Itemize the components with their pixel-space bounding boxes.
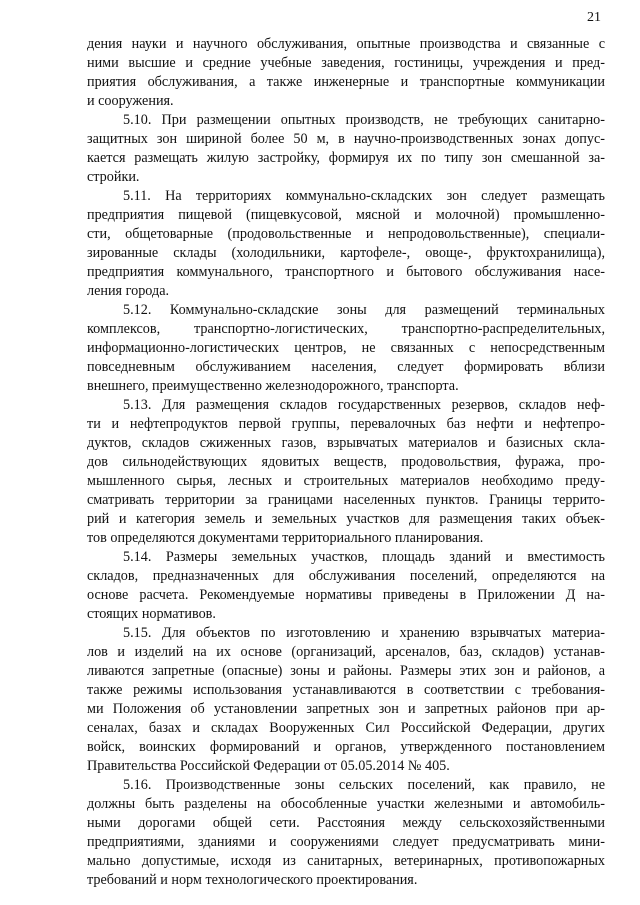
text-line: мышленного сырья, лесных и строительных материалов необходимо преду- — [87, 473, 605, 489]
text-line: 5.16. Производственные зоны сельских поселений, как правило, не — [123, 777, 605, 793]
text-line: требований и норм технологического проектирования. — [87, 872, 418, 888]
document-body — [87, 35, 605, 890]
paragraph — [87, 187, 605, 301]
text-line: кается размещать жилую застройку, формируя их по типу зон смешанной за- — [87, 150, 605, 166]
paragraph — [87, 548, 605, 624]
text-line: комплексов, транспортно-логистических, транспортно-распределительных, — [87, 321, 605, 337]
paragraph — [87, 301, 605, 396]
paragraph — [87, 776, 605, 890]
text-line: приятия обслуживания, а также инженерные и транспортные коммуникации — [87, 74, 605, 90]
text-line: дения науки и научного обслуживания, опытные производства и связанные с — [87, 36, 605, 52]
text-line: 5.12. Коммунально-складские зоны для размещений терминальных — [123, 302, 605, 318]
text-line: войск, воинских формирований и органов, утвержденного постановлением — [87, 739, 605, 755]
text-line: стройки. — [87, 169, 140, 185]
page-number: 21 — [587, 10, 601, 25]
text-line: должны быть разделены на обособленные участки железными и автомобиль- — [87, 796, 605, 812]
text-line: 5.15. Для объектов по изготовлению и хранению взрывчатых материа- — [123, 625, 605, 641]
text-line: предприятия коммунального, транспортного и бытового обслуживания насе- — [87, 264, 605, 280]
text-line: и сооружения. — [87, 93, 174, 109]
paragraph — [87, 35, 605, 111]
text-line: мально допустимые, исходя из санитарных, ветеринарных, противопожарных — [87, 853, 605, 869]
text-line: 5.14. Размеры земельных участков, площадь зданий и вместимость — [123, 549, 605, 565]
text-line: стоящих нормативов. — [87, 606, 216, 622]
text-line: информационно-логистических центров, не связанных с непосредственным — [87, 340, 605, 356]
text-line: ливаются запретные (опасные) зоны и районы. Размеры этих зон и районов, а — [87, 663, 605, 679]
paragraph — [87, 396, 605, 548]
text-line: сти, общетоварные (продовольственные и непродовольственные), специали- — [87, 226, 605, 242]
text-line: складов, предназначенных для обслуживания поселений, определяются на — [87, 568, 605, 584]
text-line: ними высшие и средние учебные заведения, гостиницы, учреждения и пред- — [87, 55, 605, 71]
text-line: сеналах, базах и складах Вооруженных Сил Российской Федерации, других — [87, 720, 605, 736]
text-line: предприятиями, зданиями и сооружениями следует предусматривать мини- — [87, 834, 605, 850]
paragraph — [87, 111, 605, 187]
text-line: предприятия пищевой (пищевкусовой, мясной и молочной) промышленно- — [87, 207, 605, 223]
paragraph — [87, 624, 605, 776]
text-line: сматривать территории за границами населенных пунктов. Границы террито- — [87, 492, 605, 508]
text-line: тов определяются документами территориального планирования. — [87, 530, 484, 546]
text-line: внешнего, преимущественно железнодорожного, транспорта. — [87, 378, 459, 394]
text-line: ления города. — [87, 283, 170, 299]
text-line: повседневным обслуживанием населения, следует формировать вблизи — [87, 359, 605, 375]
text-line: 5.11. На территориях коммунально-складских зон следует размещать — [123, 188, 605, 204]
text-line: 5.13. Для размещения складов государственных резервов, складов неф- — [123, 397, 605, 413]
text-line: дов сильнодействующих ядовитых веществ, продовольствия, фуража, про- — [87, 454, 605, 470]
text-line: ными дорогами общей сети. Расстояния между сельскохозяйственными — [87, 815, 605, 831]
text-line: ми Положения об установлении запретных зон и запретных районов при ар- — [87, 701, 605, 717]
text-line: рий и категория земель и земельных участков для размещения таких объек- — [87, 511, 605, 527]
text-line: зированные склады (холодильники, картофеле-, овоще-, фруктохранилища), — [87, 245, 605, 261]
text-line: Правительства Российской Федерации от 05.05.2014 № 405. — [87, 758, 450, 774]
text-line: лов и изделий на их основе (организаций, арсеналов, баз, складов) устанав- — [87, 644, 605, 660]
text-line: дуктов, складов сжиженных газов, взрывчатых материалов и базисных скла- — [87, 435, 605, 451]
text-line: ти и нефтепродуктов первой группы, перевалочных баз нефти и нефтепро- — [87, 416, 605, 432]
text-line: также режимы использования устанавливаются в соответствии с требования- — [87, 682, 605, 698]
text-line: защитных зон шириной более 50 м, в научно-производственных зонах допус- — [87, 131, 605, 147]
text-line: основе расчета. Рекомендуемые нормативы приведены в Приложении Д на- — [87, 587, 605, 603]
text-line: 5.10. При размещении опытных производств, не требующих санитарно- — [123, 112, 605, 128]
